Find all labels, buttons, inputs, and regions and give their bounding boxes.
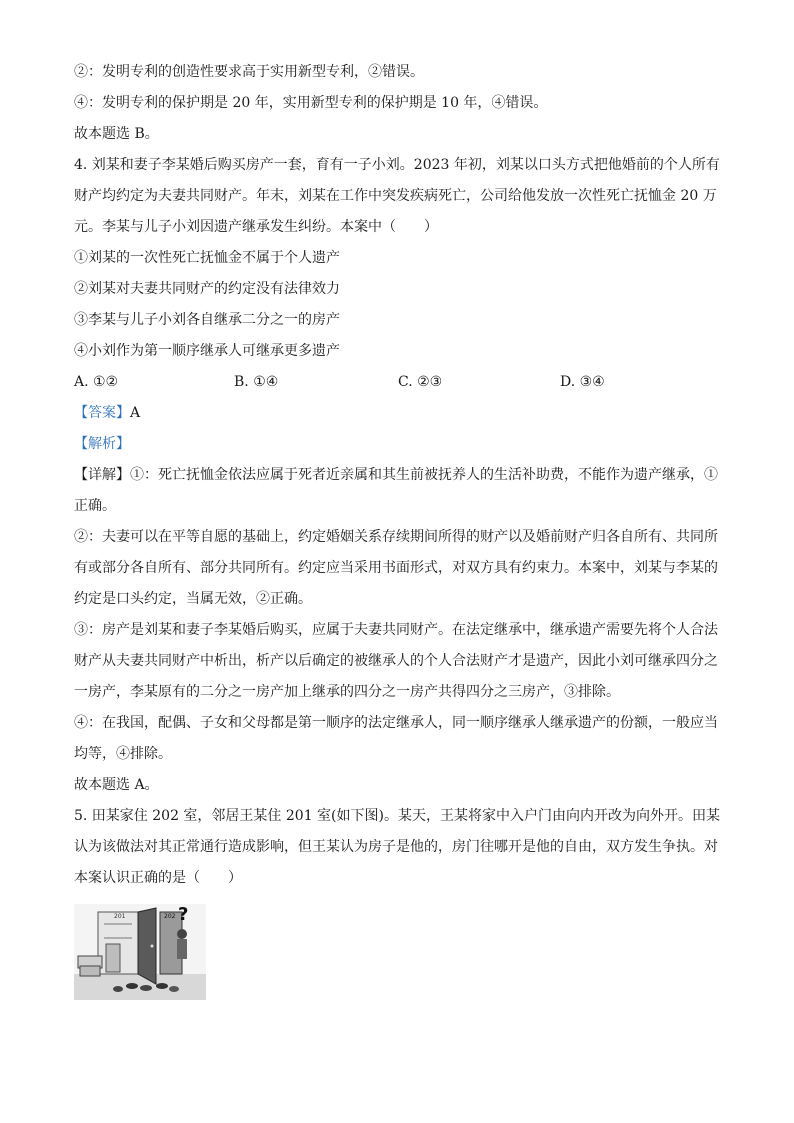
question-4-options — [74, 367, 724, 398]
option-a: A. ①② — [74, 374, 119, 390]
answer-line — [74, 398, 724, 429]
analysis-line-2: ②：发明专利的创造性要求高于实用新型专利，②错误。 — [74, 64, 424, 80]
question-4-statement-2: ②刘某对夫妻共同财产的约定没有法律效力 — [74, 281, 340, 297]
document-page — [74, 62, 724, 1000]
door-illustration — [74, 904, 206, 1000]
answer-value: A — [130, 405, 141, 421]
svg-text:?: ? — [178, 904, 189, 925]
option-b: B. ①④ — [234, 374, 279, 390]
analysis-tag: 【解析】 — [74, 436, 130, 452]
option-d: D. ③④ — [560, 374, 605, 390]
detail-tag: 【详解】 — [74, 467, 130, 483]
question-4-statement-3: ③李某与儿子小刘各自继承二分之一的房产 — [74, 312, 340, 328]
detail-paragraph-3: ③：房产是刘某和妻子李某婚后购买，应属于夫妻共同财产。在法定继承中，继承遗产需要先将个人合法财产从夫妻共同财产中析出，析产以后确定的被继承人的个人合法财产才是遗产，因此小刘可继承四分之一房产，李某原有的二分之一房产加上继承的四分之一房产共得四分之三房产，③排除。 — [74, 622, 718, 700]
question-4-stem: 4. 刘某和妻子李某婚后购买房产一套，育有一子小刘。2023 年初，刘某以口头方式把他婚前的个人所有财产均约定为夫妻共同财产。年末，刘某在工作中突发疾病死亡，公司给他发放一次性死亡抚恤金 20 万元。李某与儿子小刘因遗产继承发生纠纷。本案中（ ） — [74, 157, 720, 235]
detail-1-text: ①：死亡抚恤金依法应属于死者近亲属和其生前被抚养人的生活补助费，不能作为遗产继承，①正确。 — [74, 467, 718, 514]
option-c: C. ②③ — [398, 374, 443, 390]
conclusion-line: 故本题选 B。 — [74, 126, 159, 142]
question-4-statement-1: ①刘某的一次性死亡抚恤金不属于个人遗产 — [74, 250, 340, 266]
detail-paragraph-4: ④：在我国，配偶、子女和父母都是第一顺序的法定继承人，同一顺序继承人继承遗产的份额，一般应当均等，④排除。 — [74, 715, 718, 762]
analysis-line-4: ④：发明专利的保护期是 20 年，实用新型专利的保护期是 10 年，④错误。 — [74, 95, 548, 111]
detail-paragraph-1 — [74, 460, 724, 522]
room-201-label: 201 — [114, 913, 126, 920]
question-4-statement-4: ④小刘作为第一顺序继承人可继承更多遗产 — [74, 343, 340, 359]
question-5-stem: 5. 田某家住 202 室，邻居王某住 201 室(如下图)。某天，王某将家中入户门由向内开改为向外开。田某认为该做法对其正常通行造成影响，但王某认为房子是他的，房门往哪开是他的自由，双方发生争执。对本案认识正确的是（ ） — [74, 808, 720, 886]
answer-tag: 【答案】 — [74, 405, 130, 421]
room-202-label: 202 — [164, 913, 176, 920]
detail-paragraph-2: ②：夫妻可以在平等自愿的基础上，约定婚姻关系存续期间所得的财产以及婚前财产归各自所有、共同所有或部分各自所有、部分共同所有。约定应当采用书面形式，对双方具有约束力。本案中，刘某与李某的约定是口头约定，当属无效，②正确。 — [74, 529, 718, 607]
analysis-heading — [74, 429, 724, 460]
final-answer-line: 故本题选 A。 — [74, 777, 159, 793]
